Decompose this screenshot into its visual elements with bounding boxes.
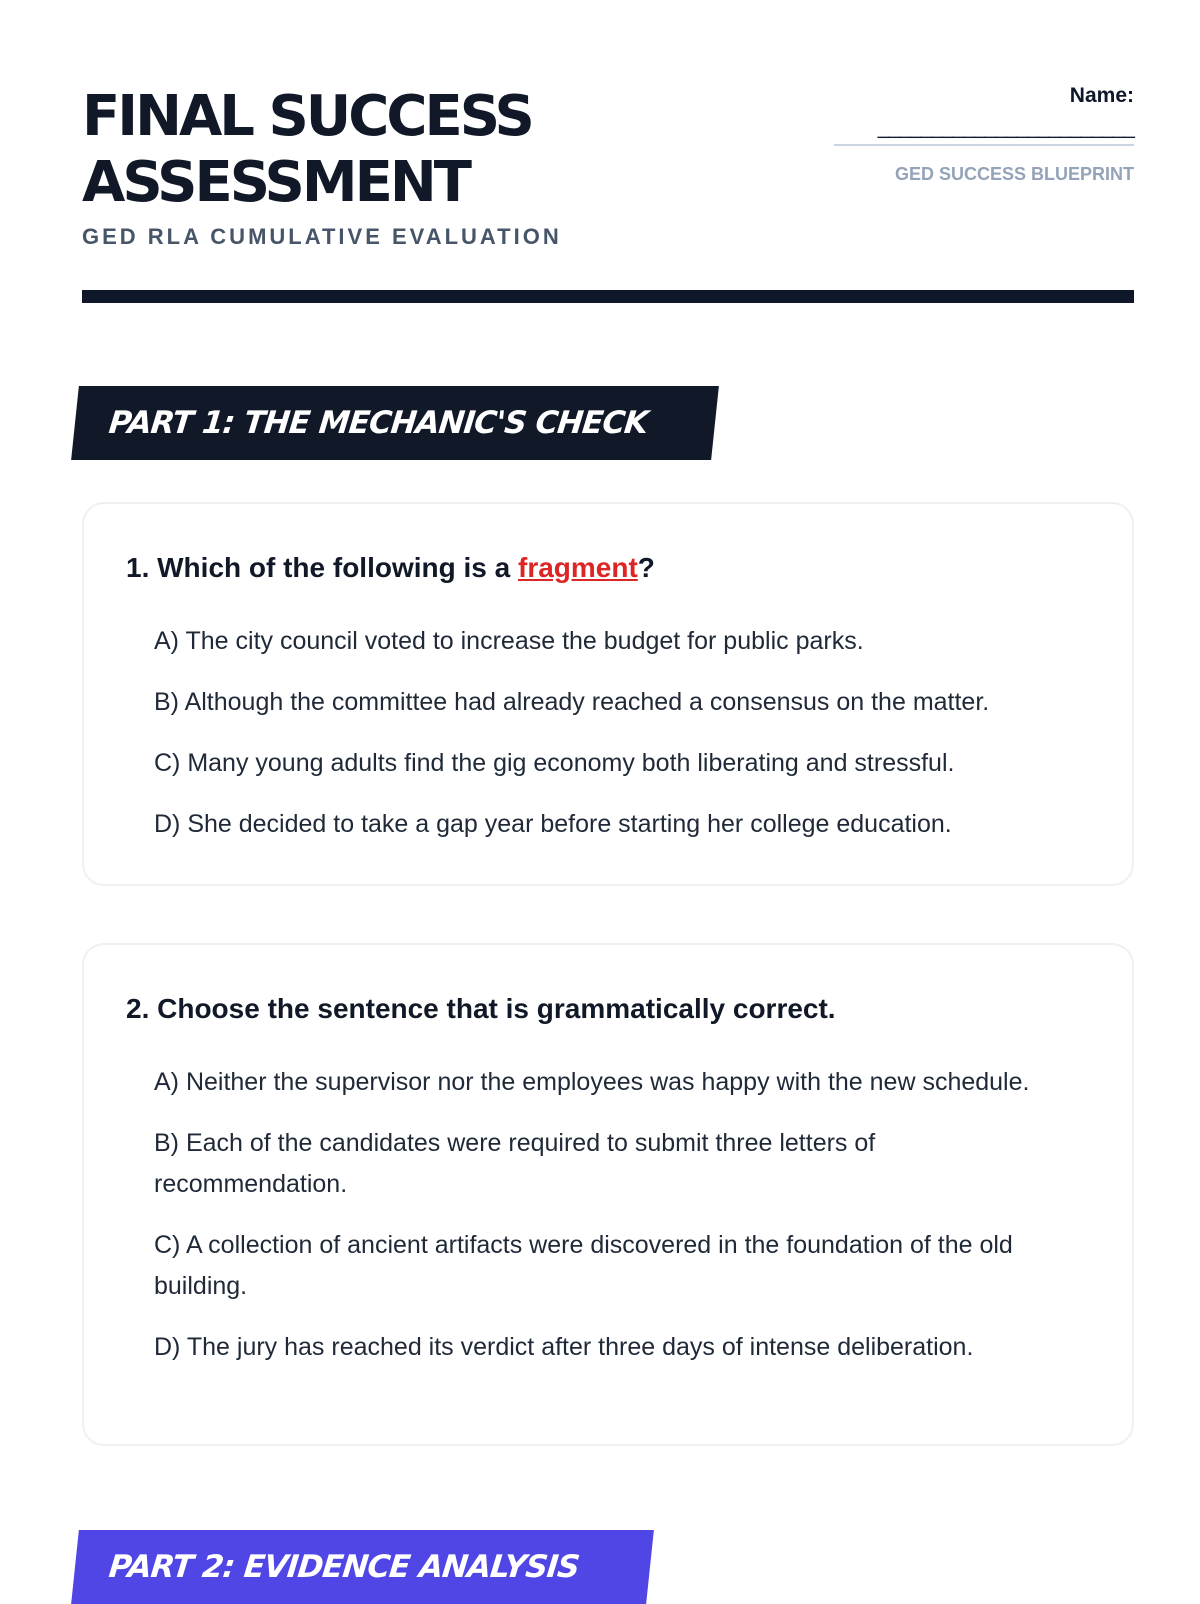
question-2-options: [154, 1062, 1072, 1388]
question-card-2: [82, 943, 1134, 1446]
title-line-2: ASSESSMENT: [82, 150, 469, 215]
page-subtitle: GED RLA CUMULATIVE EVALUATION: [82, 224, 562, 249]
question-1-option-a[interactable]: A) The city council voted to increase the budget for public parks.: [154, 627, 864, 655]
question-1-option-b[interactable]: B) Although the committee had already reached a consensus on the matter.: [154, 688, 990, 716]
question-1-text: [126, 552, 655, 584]
part-2-title: PART 2: EVIDENCE ANALYSIS: [107, 1549, 581, 1585]
header-divider: [82, 290, 1134, 303]
name-block: [834, 84, 1134, 185]
question-1-option-d[interactable]: D) She decided to take a gap year before starting her college education.: [154, 810, 952, 838]
name-label: Name:: [1069, 84, 1134, 107]
part-1-title: PART 1: THE MECHANIC'S CHECK: [107, 405, 650, 441]
question-1-prefix: 1. Which of the following is a: [126, 552, 518, 583]
question-1-highlight: fragment: [518, 552, 638, 583]
question-2-option-c[interactable]: C) A collection of ancient artifacts were discovered in the foundation of the old building.: [154, 1231, 1013, 1300]
question-1-option-c[interactable]: C) Many young adults find the gig economy both liberating and stressful.: [154, 749, 955, 777]
page-header: [82, 84, 1134, 250]
name-field[interactable]: ________________________: [877, 116, 1134, 139]
question-1-suffix: ?: [637, 552, 655, 583]
name-divider: [834, 144, 1134, 146]
question-2-text: 2. Choose the sentence that is grammatically correct.: [126, 993, 836, 1024]
part-2-banner: [71, 1530, 654, 1604]
question-2-option-a[interactable]: A) Neither the supervisor nor the employees was happy with the new schedule.: [154, 1068, 1030, 1096]
question-2-option-b[interactable]: B) Each of the candidates were required to submit three letters of recommendation.: [154, 1129, 876, 1198]
question-2-option-d[interactable]: D) The jury has reached its verdict after three days of intense deliberation.: [154, 1333, 974, 1361]
brand-label: GED SUCCESS BLUEPRINT: [894, 164, 1134, 184]
title-line-1: FINAL SUCCESS: [82, 84, 532, 149]
part-1-banner: [71, 386, 719, 460]
question-card-1: [82, 502, 1134, 886]
question-1-options: [154, 621, 1072, 865]
